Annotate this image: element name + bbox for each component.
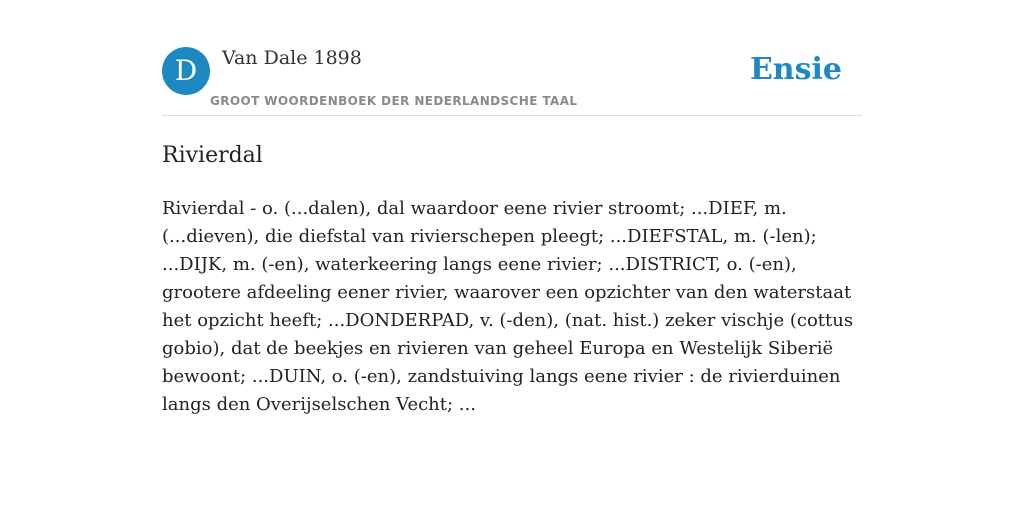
entry-header [162, 46, 862, 116]
entry-definition: Rivierdal - o. (...dalen), dal waardoor eene rivier stroomt; ...DIEF, m. (...dieven), die diefstal van rivierschepen pleegt; ...DIEFSTAL, m. (-len); ...DIJK, m. (-en), waterkeering langs eene rivier; ...DISTRICT, o. (-en), grootere afdeeling eener rivier, waarover een opzichter van den waterstaat het opzicht heeft; ...DONDERPAD, v. (-den), (nat. hist.) zeker vischje (cottus gobio), dat de beekjes en rivieren van geheel Europa en Westelijk Siberië bewoont; ...DUIN, o. (-en), zandstuiving langs eene rivier : de rivierduinen langs den Overijselschen Vecht; ... [162, 198, 854, 415]
source-title: Van Dale 1898 [222, 47, 362, 69]
source-logo: D [162, 47, 210, 95]
brand-logo[interactable]: Ensie [749, 52, 842, 87]
entry-card [162, 46, 862, 419]
entry-title: Rivierdal [162, 143, 263, 168]
source-subtitle: GROOT WOORDENBOEK DER NEDERLANDSCHE TAAL [210, 94, 578, 108]
